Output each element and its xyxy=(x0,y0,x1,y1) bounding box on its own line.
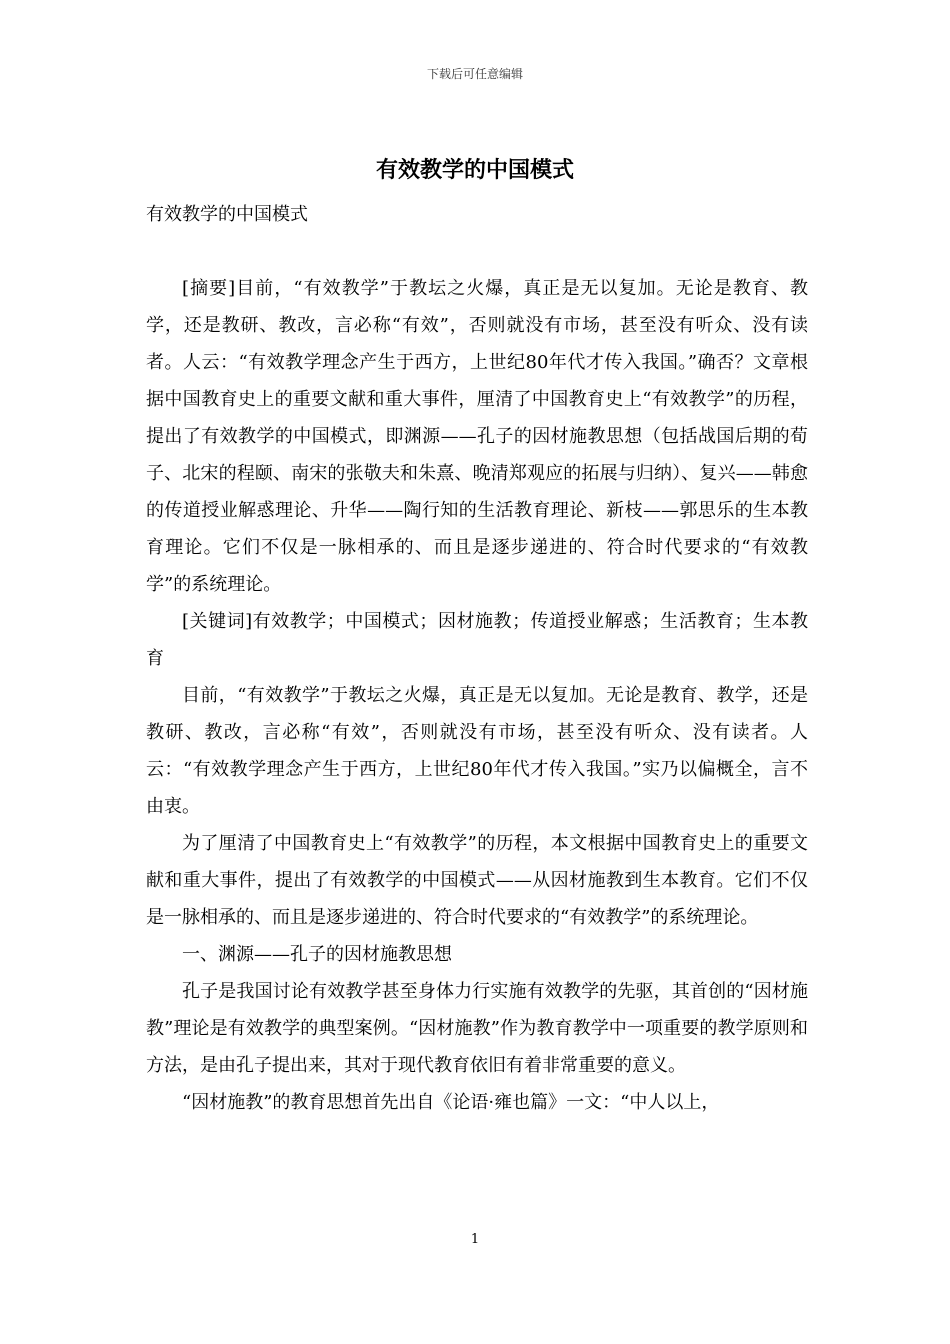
body-paragraph-3: 孔子是我国讨论有效教学甚至身体力行实施有效教学的先驱，其首创的“因材施教”理论是有效教学的典型案例。“因材施教”作为教育教学中一项重要的教学原则和方法，是由孔子提出来，其对于现代教育依旧有着非常重要的意义。 xyxy=(146,981,808,1076)
page-header: 下载后可任意编辑 xyxy=(426,67,523,81)
document-title: 有效教学的中国模式 xyxy=(375,158,574,183)
body-paragraph-1: 目前，“有效教学”于教坛之火爆，真正是无以复加。无论是教育、教学，还是教研、教改，言必称“有效”，否则就没有市场，甚至没有听众、没有读者。人云：“有效教学理念产生于西方，上世纪80年代才传入我国。”实乃以偏概全，言不由衷。 xyxy=(146,685,808,817)
document-subtitle: 有效教学的中国模式 xyxy=(146,204,308,225)
document-body xyxy=(146,196,808,1121)
body-paragraph-4: “因材施教”的教育思想首先出自《论语·雍也篇》一文：“中人以上， xyxy=(182,1092,720,1113)
section-heading-1: 一、渊源——孔子的因材施教思想 xyxy=(182,944,452,965)
page-number: 1 xyxy=(470,1232,480,1247)
body-paragraph-2: 为了厘清了中国教育史上“有效教学”的历程，本文根据中国教育史上的重要文献和重大事件，提出了有效教学的中国模式——从因材施教到生本教育。它们不仅是一脉相承的、而且是逐步递进的、符合时代要求的“有效教学”的系统理论。 xyxy=(146,833,808,928)
keywords-paragraph: [关键词]有效教学；中国模式；因材施教；传道授业解惑；生活教育；生本教育 xyxy=(146,611,808,669)
abstract-paragraph: [摘要]目前，“有效教学”于教坛之火爆，真正是无以复加。无论是教育、教学，还是教研、教改，言必称“有效”，否则就没有市场，甚至没有听众、没有读者。人云：“有效教学理念产生于西方，上世纪80年代才传入我国。”确否？文章根据中国教育史上的重要文献和重大事件，厘清了中国教育史上“有效教学”的历程，提出了有效教学的中国模式，即渊源——孔子的因材施教思想（包括战国后期的荀子、北宋的程颐、南宋的张敬夫和朱熹、晚清郑观应的拓展与归纳）、复兴——韩愈的传道授业解惑理论、升华——陶行知的生活教育理论、新枝——郭思乐的生本教育理论。它们不仅是一脉相承的、而且是逐步递进的、符合时代要求的“有效教学”的系统理论。 xyxy=(146,278,808,595)
